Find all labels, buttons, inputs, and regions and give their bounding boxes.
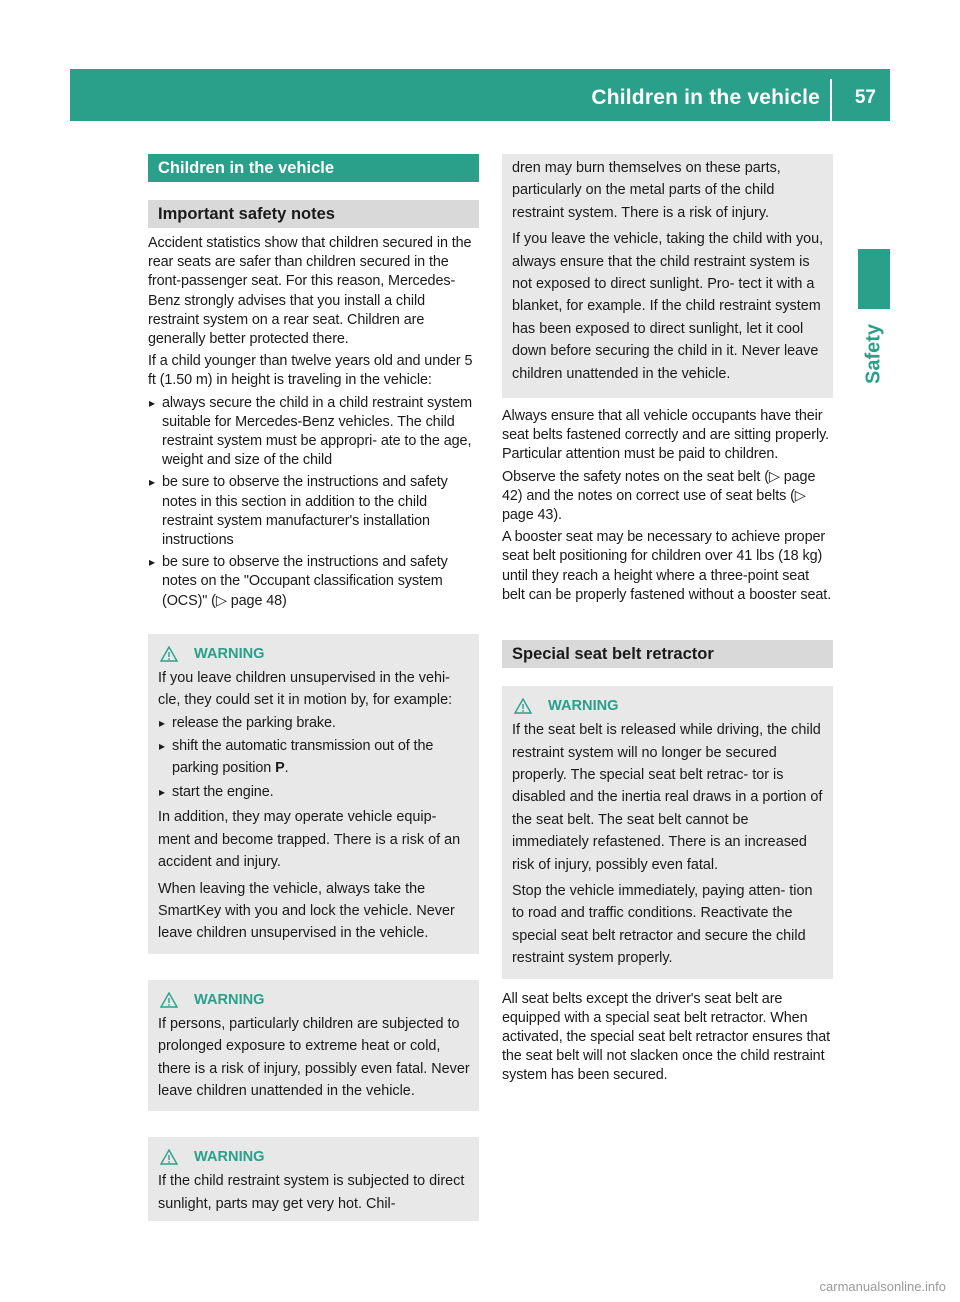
warning-box	[148, 634, 479, 954]
safety-bullet-list	[148, 394, 479, 611]
warning-heading	[158, 1146, 470, 1168]
warning-text: If you leave children unsupervised in the vehi- cle, they could set it in motion by, for example:	[158, 669, 453, 709]
list-item: ▸ always secure the child in a child restraint system suitable for Mercedes-Benz vehicles. The child restraint system must be appropri- ate to the age, weight and size of the child	[148, 394, 479, 471]
header-title: Children in the vehicle	[591, 86, 820, 109]
warning-label: WARNING	[548, 698, 619, 715]
warning-box	[148, 1137, 479, 1221]
chapter-marker	[858, 249, 890, 309]
left-column	[148, 154, 479, 1221]
warning-text: In addition, they may operate vehicle equip- ment and become trapped. There is a risk of an accident and injury.	[158, 809, 461, 871]
warning-text: If the child restraint system is subjected to direct sunlight, parts may get very hot. Chil-	[158, 1173, 465, 1212]
warning-label: WARNING	[194, 645, 265, 662]
occupant-paragraph: Always ensure that all vehicle occupants have their seat belts fastened correctly and are sitting properly. Particular attention must be paid to children.	[502, 408, 829, 463]
page-number: 57	[854, 87, 876, 108]
list-item: ▸ release the parking brake.	[158, 712, 470, 734]
list-item-end: .	[284, 760, 289, 777]
warning-text: Stop the vehicle immediately, paying atten- tion to road and traffic conditions. Reactivate the special seat belt retractor and secure the child restraint system properly.	[512, 882, 813, 967]
page-header	[70, 69, 890, 121]
retractor-paragraph: All seat belts except the driver's seat belt are equipped with a special seat belt retractor. When activated, the special seat belt retractor ensures that the seat belt will not slacken once the child restraint system has been secured.	[502, 990, 831, 1084]
right-column	[502, 154, 833, 1089]
warning-box	[502, 686, 833, 978]
list-item	[158, 735, 470, 780]
section-heading: Children in the vehicle	[148, 154, 479, 182]
warning-text: If you leave the vehicle, taking the child with you, always ensure that the child restraint system is not exposed to direct sunlight. Pro- tect it with a blanket, for example. If the child restraint system has been exposed to direct sunlight, let it cool down before securing the child in it. Never leave children unattended in the vehicle.	[512, 231, 824, 382]
gear-position: P	[275, 760, 285, 777]
warning-triangle-icon	[160, 992, 178, 1008]
seat-belt-reference-paragraph: Observe the safety notes on the seat belt (▷ page 42) and the notes on correct use of seat belts (▷ page 43).	[502, 468, 816, 524]
warning-box	[148, 980, 479, 1112]
warning-heading	[512, 695, 824, 717]
warning-label: WARNING	[194, 991, 265, 1008]
header-divider	[830, 79, 832, 121]
intro-paragraph: Accident statistics show that children secured in the rear seats are safer than children secured in the front-passenger seat. For this reason, Mercedes-Benz strongly advises that you install a child restraint system on a rear seat. Children are generally better protected there.	[148, 235, 472, 348]
warning-text: dren may burn themselves on these parts, particularly on the metal parts of the child restraint system. There is a risk of injury.	[512, 160, 781, 221]
list-item: ▸ start the engine.	[158, 781, 470, 803]
warning-box-continued	[502, 154, 833, 398]
subsection-heading: Special seat belt retractor	[502, 640, 833, 668]
warning-text: If persons, particularly children are subjected to prolonged exposure to extreme heat or cold, there is a risk of injury, possibly even fatal. Never leave children unattended in the vehicle.	[158, 1015, 470, 1099]
warning-triangle-icon	[514, 698, 532, 714]
list-item: ▸ be sure to observe the instructions and safety notes on the "Occupant classification system (OCS)" (▷ page 48)	[148, 553, 479, 611]
subsection-heading: Important safety notes	[148, 200, 479, 228]
booster-seat-paragraph: A booster seat may be necessary to achieve proper seat belt positioning for children over 41 lbs (18 kg) until they reach a height where a three-point seat belt can be properly fastened without a booster seat.	[502, 529, 832, 603]
warning-text: When leaving the vehicle, always take the SmartKey with you and lock the vehicle. Never leave children unsupervised in the vehicle.	[158, 880, 455, 942]
warning-text: If the seat belt is released while driving, the child restraint system will no longer be secured properly. The special seat belt retrac- tor is disabled and the inertia real draws in a portion of the seat belt. The seat belt cannot be immediately refastened. There is an increased risk of injury, possibly even fatal.	[512, 722, 823, 873]
condition-paragraph: If a child younger than twelve years old and under 5 ft (1.50 m) in height is traveling in the vehicle:	[148, 353, 473, 389]
warning-triangle-icon	[160, 1149, 178, 1165]
warning-heading	[158, 643, 470, 665]
watermark: carmanualsonline.info	[819, 1279, 946, 1294]
warning-bullet-list	[158, 712, 470, 804]
list-item: ▸ be sure to observe the instructions and safety notes in this section in addition to the child restraint system manufacturer's installation instructions	[148, 473, 479, 550]
warning-heading	[158, 989, 470, 1011]
warning-label: WARNING	[194, 1149, 265, 1166]
chapter-tab-label: Safety	[862, 323, 885, 384]
warning-triangle-icon	[160, 646, 178, 662]
list-item-text: shift the automatic transmission out of the parking position	[172, 738, 434, 777]
